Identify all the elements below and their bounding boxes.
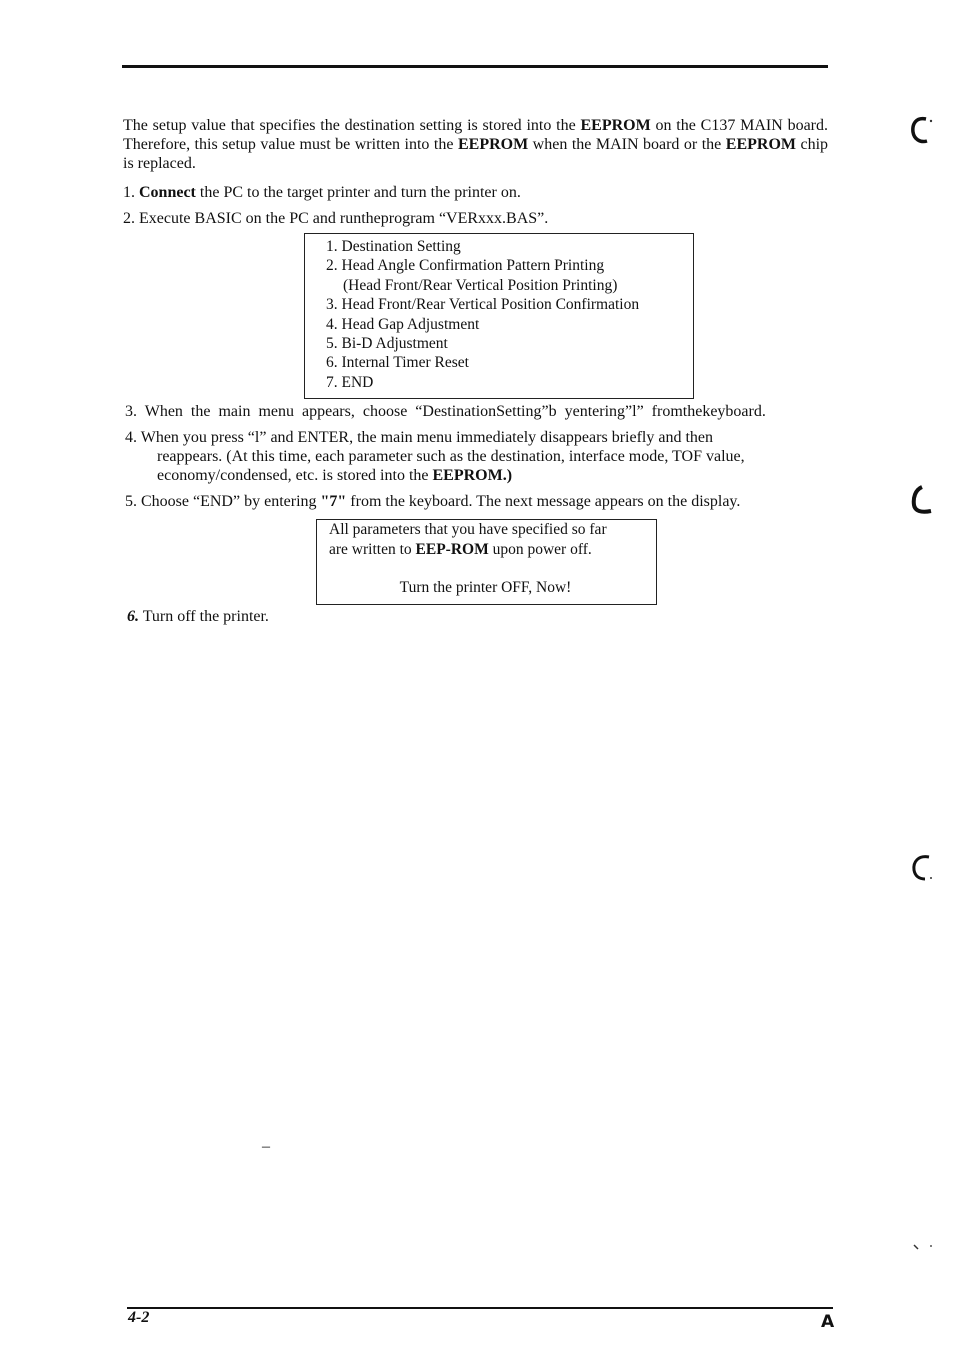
menu-item: 3. Head Front/Rear Vertical Position Confirmation — [326, 296, 640, 314]
stray-mark: – — [262, 1138, 270, 1155]
step-5 — [125, 492, 740, 511]
intro-text-1: The setup value that specifies the destination setting is stored into the — [123, 117, 581, 134]
menu-item: 2. Head Angle Confirmation Pattern Printing — [326, 257, 605, 275]
header-rule — [122, 65, 828, 68]
step-4-line-1: 4. When you press “l” and ENTER, the main menu immediately disappears briefly and then — [125, 429, 713, 446]
intro-text-2: on the C137 MAIN board. Therefore, this setup value must be written into the — [123, 117, 829, 153]
binder-hole-mark-icon — [910, 484, 934, 521]
eeprom-term: EEPROM — [580, 117, 651, 134]
binder-hole-mark-icon — [912, 1240, 936, 1258]
step-text: the PC to the target printer and turn the printer on. — [195, 184, 521, 201]
message-line-2 — [329, 540, 656, 560]
menu-item: 1. Destination Setting — [326, 238, 461, 255]
key-seven: "7" — [320, 493, 347, 510]
step-4 — [125, 428, 829, 485]
menu-item: 6. Internal Timer Reset — [326, 354, 469, 372]
page-number: 4-2 — [128, 1309, 150, 1326]
binder-hole-mark-icon — [910, 852, 934, 889]
step-3: 3. When the main menu appears, choose “DestinationSetting”b yentering”l” fromthekeyboard. — [125, 403, 766, 420]
menu-item: 4. Head Gap Adjustment — [326, 315, 480, 333]
step-text: 5. Choose “END” by entering — [125, 493, 321, 510]
step-6 — [127, 607, 269, 626]
power-off-message-box — [316, 519, 657, 605]
message-line-1: All parameters that you have specified so far — [329, 521, 607, 538]
menu-item: 5. Bi-D Adjustment — [326, 335, 448, 353]
corner-letter: A — [821, 1312, 835, 1332]
message-text: are written to — [329, 541, 416, 558]
message-line-3: Turn the printer OFF, Now! — [399, 579, 572, 596]
step-2: 2. Execute BASIC on the PC and runtheprogram “VERxxx.BAS”. — [123, 210, 549, 227]
connect-term: Connect — [139, 184, 196, 201]
message-text: upon power off. — [488, 541, 592, 558]
eeprom-term: EEPROM — [457, 136, 529, 153]
step-number: 6. — [127, 608, 139, 625]
intro-paragraph — [123, 116, 828, 173]
menu-item-subtitle: (Head Front/Rear Vertical Position Printing) — [343, 276, 618, 294]
step-number: 1. — [123, 184, 135, 201]
eep-rom-term: EEP-ROM — [415, 541, 489, 558]
intro-text-4: chip is replaced. — [123, 136, 829, 172]
main-menu-box — [304, 233, 694, 399]
step-text: Turn off the printer. — [139, 608, 269, 625]
step-4-line-2: reappears. (At this time, each parameter such as the destination, interface mode, TOF value, — [157, 448, 745, 465]
intro-text-3: when the MAIN board or the — [528, 136, 726, 153]
binder-hole-mark-icon — [910, 114, 934, 151]
eeprom-term: EEPROM — [725, 136, 796, 153]
step-1 — [123, 183, 521, 202]
step-4-line-3 — [125, 466, 829, 485]
menu-item: 7. END — [326, 373, 374, 391]
step-text: from the keyboard. The next message appears on the display. — [346, 493, 741, 510]
footer-rule — [127, 1307, 833, 1309]
eeprom-term: EEPROM.) — [432, 467, 513, 484]
step-text: economy/condensed, etc. is stored into the — [157, 467, 433, 484]
